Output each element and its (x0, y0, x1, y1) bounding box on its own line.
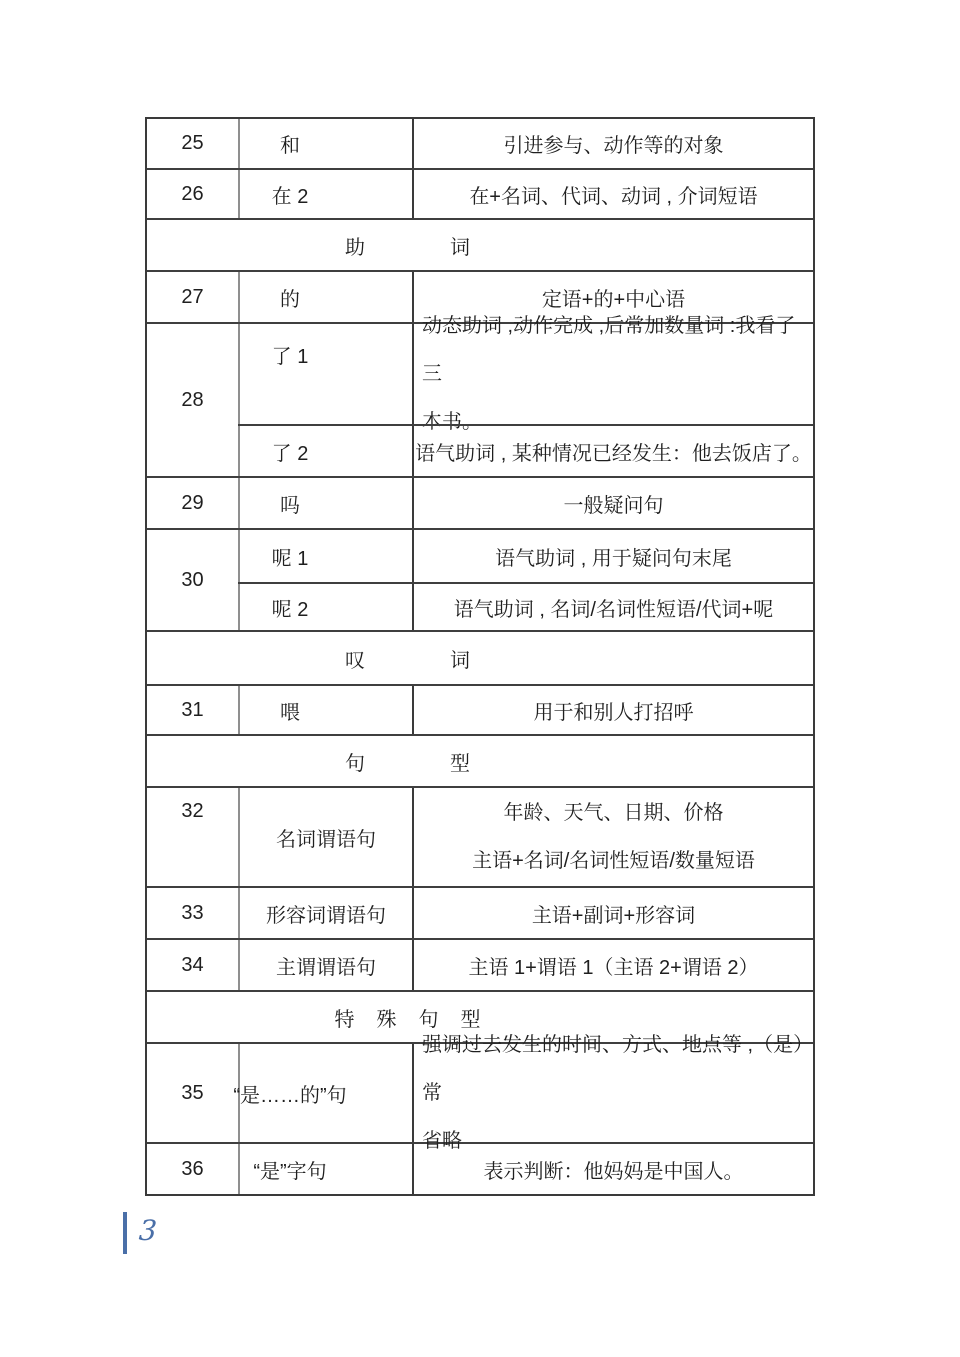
term-cell (238, 888, 412, 938)
description-cell (412, 170, 813, 218)
term-label: 主谓谓语句 (276, 956, 376, 979)
grammar-table (145, 117, 815, 1196)
table-row (147, 684, 813, 734)
row-number: 25 (181, 132, 204, 154)
row-number-cell (147, 272, 238, 322)
description-line: 主语+名词/名词性短语/数量短语 (472, 850, 755, 872)
row-number: 34 (181, 953, 204, 976)
term-cell (238, 686, 412, 734)
row-number-cell (147, 940, 238, 990)
section-header-row (147, 218, 813, 270)
term-label: 的 (280, 288, 300, 311)
term-cell (238, 788, 412, 886)
table-subrow (238, 582, 813, 630)
description-line: 动态助词 ,动作完成 ,后常加数量词 :我看了 三 (422, 315, 801, 385)
row-number-cell (147, 478, 238, 528)
term-cell (238, 426, 412, 476)
term-cell (238, 940, 412, 990)
description-line: 引进参与、动作等的对象 (503, 135, 724, 157)
term-cell (238, 324, 412, 424)
table-row (147, 886, 813, 938)
term-cell (238, 1144, 412, 1194)
row-number: 32 (181, 800, 204, 822)
term-cell (238, 584, 412, 630)
page-number: 3 (137, 1214, 158, 1247)
table-row (147, 1142, 813, 1194)
term-cell (233, 1044, 412, 1142)
table-row (147, 476, 813, 528)
row-number-cell (147, 788, 238, 886)
row-number-cell (147, 888, 238, 938)
term-label: 形容词谓语句 (266, 904, 386, 927)
row-number: 31 (181, 698, 204, 721)
term-cell (238, 170, 412, 218)
description-cell (412, 426, 813, 476)
term-cell (238, 119, 412, 168)
table-subrow (238, 530, 813, 582)
row-number-cell (147, 1044, 238, 1142)
description-line: 语气助词 , 某种情况已经发生：他去饭店了。 (415, 442, 812, 465)
term-label: 喂 (280, 701, 300, 724)
table-row (147, 1034, 813, 1152)
section-header-label: 叹 词 (345, 649, 471, 672)
description-cell (412, 940, 813, 990)
description-line: 一般疑问句 (563, 494, 664, 517)
description-line: 省略 (422, 1130, 462, 1152)
table-row-group (147, 315, 813, 476)
term-label: 呢 1 (271, 547, 309, 570)
table-row-group (147, 528, 813, 630)
row-number: 26 (181, 182, 204, 205)
description-line: 年龄、天气、日期、价格 (503, 802, 724, 824)
term-label: 了 2 (271, 442, 309, 465)
description-line: 主语+副词+形容词 (531, 904, 696, 927)
row-number: 29 (181, 491, 204, 514)
group-subrows (238, 315, 813, 476)
term-label: 和 (280, 135, 300, 157)
row-number-cell (147, 324, 238, 476)
term-cell (238, 478, 412, 528)
row-number-cell (147, 1144, 238, 1194)
row-number: 35 (181, 1081, 204, 1104)
table-subrow (238, 424, 813, 476)
description-line: 用于和别人打招呼 (533, 701, 694, 724)
term-label: “是”字句 (253, 1160, 327, 1183)
table-row (147, 786, 813, 886)
term-label: 名词谓语句 (276, 828, 376, 851)
term-label: 吗 (280, 494, 300, 517)
row-number-cell (147, 170, 238, 218)
term-label: 了 1 (271, 346, 309, 368)
section-header-row (147, 630, 813, 684)
section-header-label: 助 词 (345, 236, 471, 259)
description-line: 主语 1+谓语 1（主语 2+谓语 2） (468, 956, 759, 979)
description-line: 定语+的+中心语 (541, 288, 686, 311)
section-header-label: 特 殊 句 型 (334, 1008, 482, 1031)
section-header-label: 句 型 (345, 752, 471, 775)
term-label: 在 2 (271, 185, 309, 208)
row-number: 36 (181, 1157, 204, 1180)
table-row (147, 119, 813, 168)
row-number: 28 (181, 388, 204, 411)
row-number-cell (147, 119, 238, 168)
description-cell (412, 315, 813, 433)
description-line: 在+名词、代词、动词 , 介词短语 (469, 185, 758, 208)
description-cell (412, 888, 813, 938)
table-row (147, 168, 813, 218)
description-cell (412, 788, 813, 886)
description-cell (412, 478, 813, 528)
description-line: 强调过去发生的时间、方式、地点等 ,（是）常 (422, 1034, 804, 1104)
row-number: 27 (181, 285, 204, 308)
description-cell (412, 584, 813, 630)
description-cell (412, 1034, 813, 1152)
description-line: 语气助词 , 用于疑问句末尾 (495, 547, 732, 570)
description-line: 表示判断：他妈妈是中国人。 (483, 1160, 744, 1183)
term-cell (238, 530, 412, 582)
table-subrow (238, 315, 813, 433)
row-number: 30 (181, 568, 204, 591)
description-line: 语气助词 , 名词/名词性短语/代词+呢 (453, 598, 774, 621)
description-cell (412, 1144, 813, 1194)
row-number-cell (147, 530, 238, 630)
footer-accent-bar (123, 1212, 127, 1254)
table-row (147, 938, 813, 990)
row-number-cell (147, 686, 238, 734)
description-cell (412, 686, 813, 734)
term-cell (238, 272, 412, 322)
description-cell (412, 530, 813, 582)
term-label: 呢 2 (271, 598, 309, 621)
section-header-row (147, 734, 813, 786)
group-subrows (238, 530, 813, 630)
term-label: “是……的”句 (233, 1084, 347, 1107)
description-cell (412, 119, 813, 168)
row-number: 33 (181, 901, 204, 924)
description-line: 本书。 (422, 411, 482, 433)
